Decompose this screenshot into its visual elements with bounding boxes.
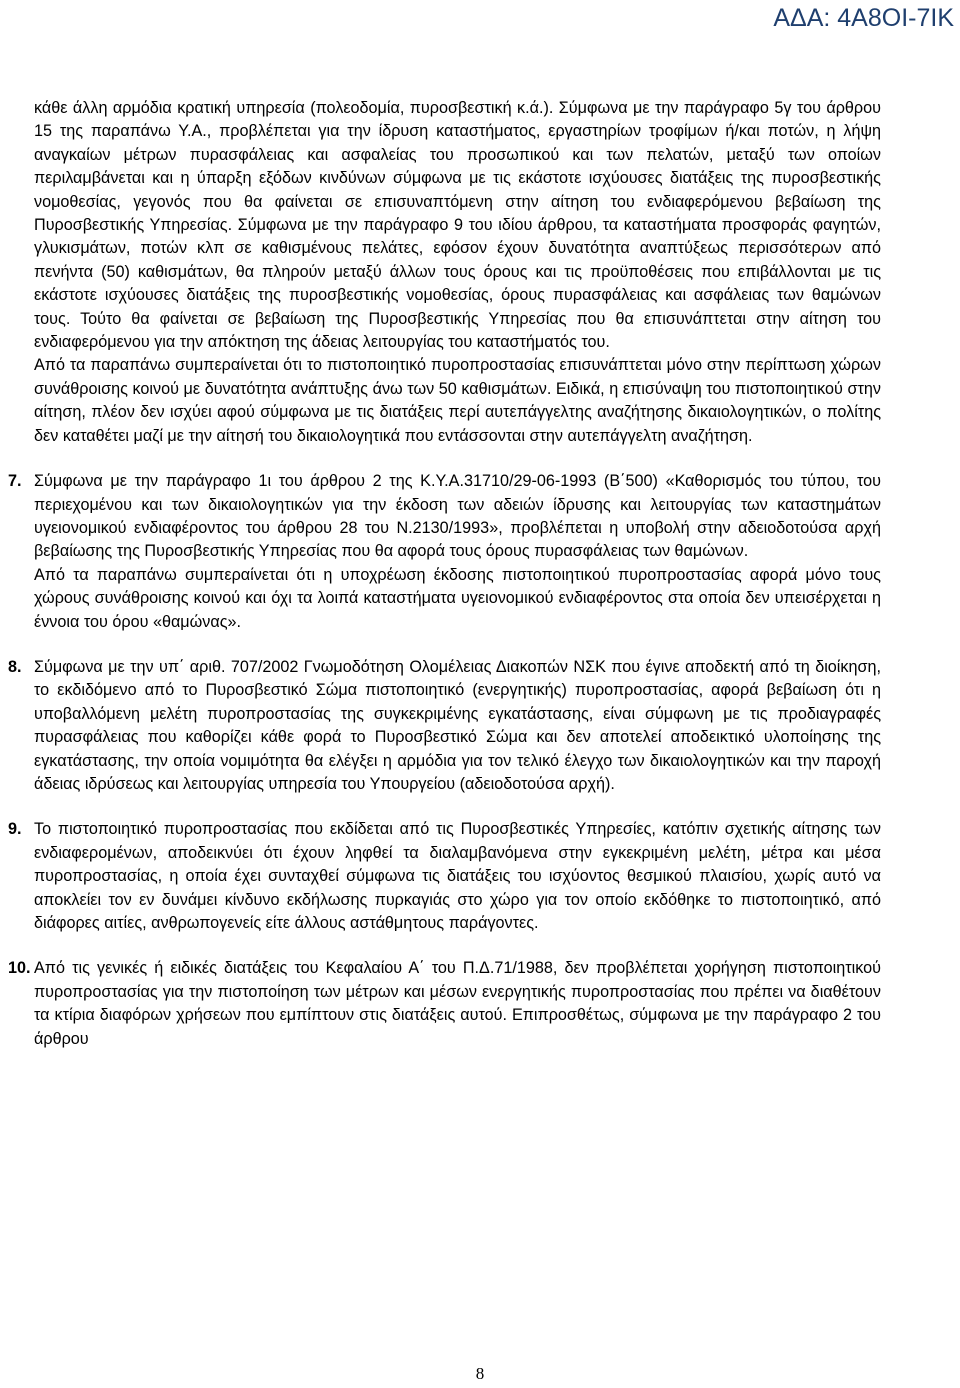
- list-item-8: [8, 656, 881, 796]
- page-number: 8: [475, 1364, 485, 1383]
- document-body: [8, 97, 881, 1051]
- continuation-paragraph-2: Από τα παραπάνω συμπεραίνεται ότι το πιστοποιητικό πυροπροστασίας επισυνάπτεται μόνο στην περίπτωση χώρων συνάθροισης κοινού με δυνατότητα ανάπτυξης άνω των 50 καθισμάτων. Ειδικά, η επισύναψη του πιστοποιητικού στην αίτηση, πλέον δεν ισχύει αφού σύμφωνα με τις διατάξεις περί αυτεπάγγελτης αναζήτησης δικαιολογητικών, ο πολίτης δεν καταθέτει μαζί με την αίτησή του δικαιολογητικά που εντάσσονται στην αυτεπάγγελτη αναζήτηση.: [34, 356, 881, 445]
- item-number: 7.: [8, 472, 22, 491]
- list-item-9: [8, 818, 881, 935]
- item-number: 10.: [8, 959, 31, 978]
- continuation-paragraph-1: κάθε άλλη αρμόδια κρατική υπηρεσία (πολεοδομία, πυροσβεστική κ.ά.). Σύμφωνα με την παράγραφο 5γ του άρθρου 15 της παραπάνω Υ.Α., προβλέπεται για την ίδρυση καταστήματος, εργαστηρίων τροφίμων ή/και ποτών, η λήψη αναγκαίων μέτρων πυρασφάλειας και ασφαλείας του προσωπικού και των πελατών, μεταξύ των οποίων περιλαμβάνεται και η ύπαρξη εξόδων κινδύνων σύμφωνα με τις εκάστοτε ισχύουσες διατάξεις της πυροσβεστικής νομοθεσίας, γεγονός που θα φαίνεται σε επισυναπτόμενη στην αίτηση του ενδιαφερόμενου βεβαίωση της Πυροσβεστικής Υπηρεσίας. Σύμφωνα με την παράγραφο 9 του ιδίου άρθρου, τα καταστήματα προσφοράς φαγητών, γλυκισμάτων, ποτών κλπ σε καθισμένους πελάτες, εφόσον έχουν δυνατότητα αναπτύξεως περισσότερων από πενήντα (50) καθισμάτων, θα πληρούν μεταξύ άλλων τους όρους και τις προϋποθέσεις που επιβάλλονται με τις εκάστοτε ισχύουσες διατάξεις της πυροσβεστικής νομοθεσίας, όρους πυρασφάλειας και ασφάλειας των θαμώνων τους. Τούτο θα φαίνεται σε βεβαίωση της Πυροσβεστικής Υπηρεσίας που θα επισυνάπτεται στην αίτηση του ενδιαφερόμενου για την απόκτηση της άδειας λειτουργίας του καταστήματός του.: [34, 99, 881, 352]
- item-number: 9.: [8, 820, 22, 839]
- list-item-10: [8, 957, 881, 1051]
- item-7-paragraph-2: Από τα παραπάνω συμπεραίνεται ότι η υποχρέωση έκδοσης πιστοποιητικού πυροπροστασίας αφορά μόνο τους χώρους συνάθροισης κοινού και όχι τα λοιπά καταστήματα υγειονομικού ενδιαφέροντος στα οποία δεν υπεισέρχεται η έννοια του όρου «θαμώνας».: [34, 565, 881, 631]
- item-10-paragraph-1: Από τις γενικές ή ειδικές διατάξεις του Κεφαλαίου Α΄ του Π.Δ.71/1988, δεν προβλέπεται χορήγηση πιστοποιητικού πυροπροστασίας για την πιστοποίηση των μέτρων και μέσων ενεργητικής πυροπροστασίας που πρέπει να διαθέτουν τα κτίρια διαφόρων χρήσεων που εμπίπτουν στις διατάξεις αυτού. Επιπροσθέτως, σύμφωνα με την παράγραφο 2 του άρθρου: [34, 959, 881, 1048]
- list-item-7: [8, 470, 881, 634]
- item-7-paragraph-1: Σύμφωνα με την παράγραφο 1ι του άρθρου 2 της Κ.Υ.Α.31710/29-06-1993 (Β΄500) «Καθορισμός του τύπου, του περιεχομένου και των δικαιολογητικών για την έκδοση των αδειών ίδρυσης και λειτουργίας των καταστημάτων υγειονομικού ενδιαφέροντος του άρθρου 28 του Ν.2130/1993», προβλέπεται η υποβολή στην αδειοδοτούσα αρχή βεβαίωσης της Πυροσβεστικής Υπηρεσίας που θα αφορά τους όρους πυρασφάλειας των θαμώνων.: [34, 472, 881, 561]
- item-number: 8.: [8, 657, 22, 676]
- ada-code: ΑΔΑ: 4Α8ΟΙ-7ΙΚ: [773, 4, 954, 32]
- item-9-paragraph-1: Το πιστοποιητικό πυροπροστασίας που εκδίδεται από τις Πυροσβεστικές Υπηρεσίες, κατόπιν σχετικής αίτησης των ενδιαφερομένων, αποδεικνύει ότι έχουν ληφθεί τα διαλαμβανόμενα στην εγκεκριμένη μελέτη, μέτρα και μέσα πυροπροστασίας, η οποία έχει συνταχθεί σύμφωνα τις διατάξεις του ισχύοντος θεσμικού πλαισίου, χωρίς αυτό να αποκλείει τον εν δυνάμει κίνδυνο εκδήλωσης πυρκαγιάς στο χώρο για τον οποίο εκδόθηκε το πιστοποιητικό, από διάφορες αιτίες, ανθρωπογενείς είτε άλλους αστάθμητους παράγοντες.: [34, 820, 881, 932]
- item-8-paragraph-1: Σύμφωνα με την υπ΄ αριθ. 707/2002 Γνωμοδότηση Ολομέλειας Διακοπών ΝΣΚ που έγινε αποδεκτή από τη διοίκηση, το εκδιδόμενο από το Πυροσβεστικό Σώμα πιστοποιητικό (ενεργητικής) πυροπροστασίας, αφορά βεβαίωση ότι η υποβαλλόμενη μελέτη πυροπροστασίας της συγκεκριμένης εγκατάστασης, είναι σύμφωνη με τις προδιαγραφές πυρασφάλειας που καθορίζει κάθε φορά το Πυροσβεστικό Σώμα και δεν αποτελεί αποδεικτικό υλοποίησης της εγκατάστασης, την οποία νομιμότητα θα ελέγξει η αρμόδια για τον τελικό έλεγχο των δικαιολογητικών και την παροχή άδειας ιδρύσεως και λειτουργίας υπηρεσία του Υπουργείου (αδειοδοτούσα αρχή).: [34, 657, 881, 793]
